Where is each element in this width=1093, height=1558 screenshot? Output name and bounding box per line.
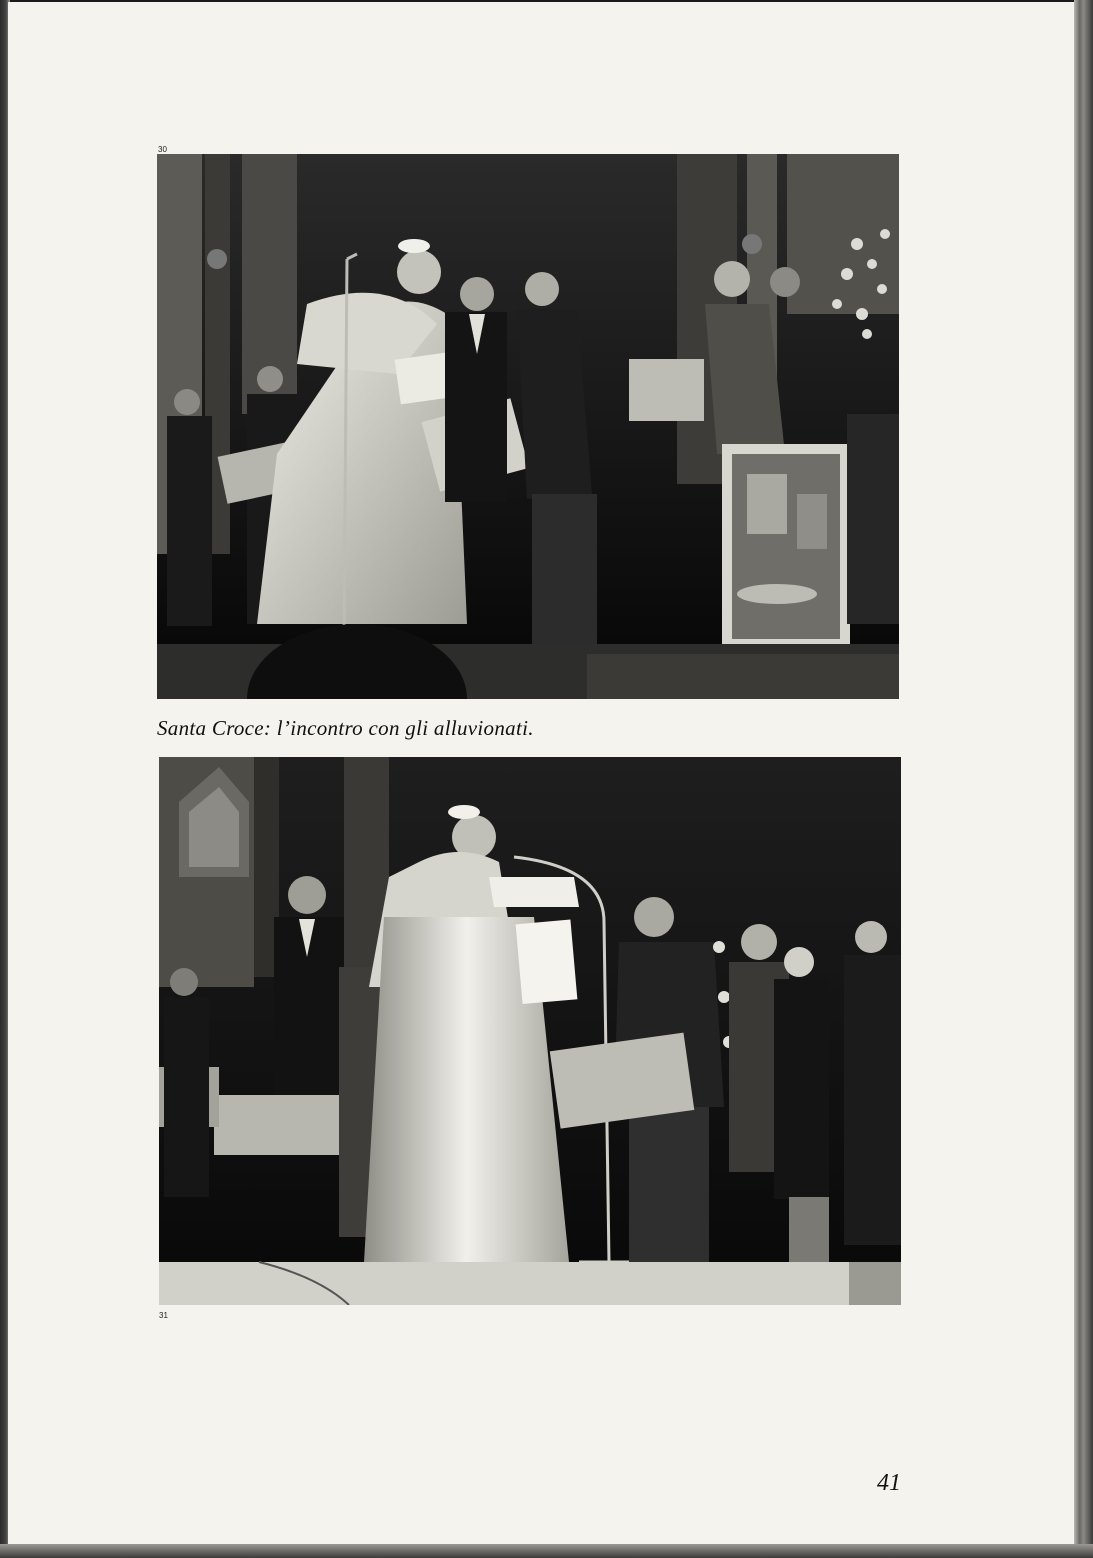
photo-30-pope-handing-gifts: [157, 154, 899, 699]
photo-caption: Santa Croce: l’incontro con gli alluvionati.: [157, 716, 534, 740]
figure-number-30: 30: [158, 145, 167, 154]
figure-number-31: 31: [159, 1311, 168, 1320]
photo-31-pope-speaking: [159, 757, 901, 1305]
book-bottom-edge: [0, 1544, 1093, 1558]
book-spine-right: [1074, 0, 1093, 1558]
page-number: 41: [877, 1470, 901, 1496]
